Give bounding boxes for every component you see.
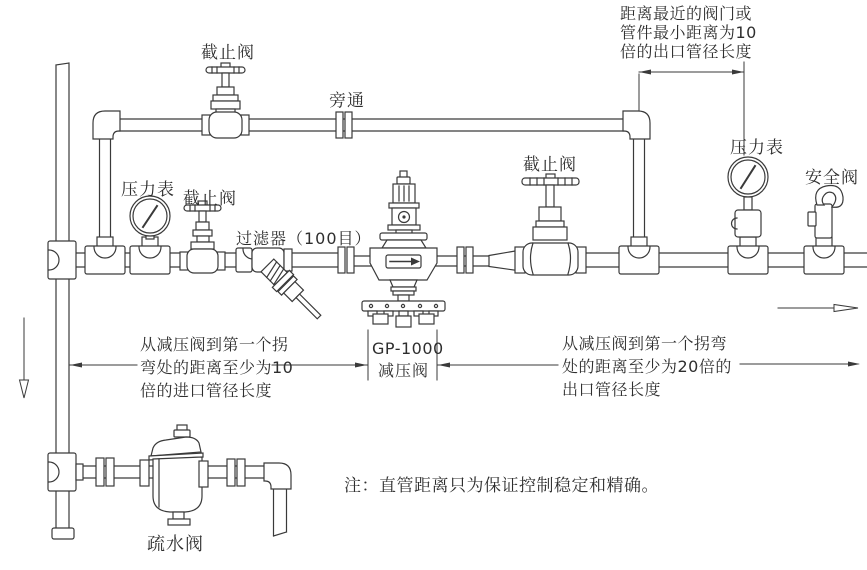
inlet-gauge-label: 压力表 <box>121 180 175 200</box>
annotation-line: 倍的出口管径长度 <box>620 42 753 61</box>
outlet-shutoff-valve <box>515 174 586 275</box>
trap-outlet-union <box>227 459 245 486</box>
safety-valve-tee <box>804 237 844 274</box>
bypass-union <box>336 112 352 138</box>
bypass-right-tee <box>619 237 659 274</box>
inlet-riser-tee <box>48 241 76 279</box>
pressure-reducing-valve <box>362 171 445 327</box>
annotation-bottom-right <box>562 332 732 401</box>
trap-inlet-union <box>96 458 114 486</box>
prv-name-label: 减压阀 <box>378 361 430 380</box>
prv-inlet-union <box>338 247 354 273</box>
note-text: 注：直管距离只为保证控制稳定和精确。 <box>344 476 659 496</box>
inlet-shutoff-valve <box>180 201 225 273</box>
steam-trap <box>140 425 208 525</box>
annotation-line: 处的距离至少为20倍的 <box>562 357 732 376</box>
prv-outlet-union <box>457 247 473 273</box>
inlet-pressure-gauge <box>130 196 170 239</box>
pipe-end-cap <box>52 528 74 539</box>
safety-valve-label: 安全阀 <box>805 168 859 188</box>
outlet-flow-arrow <box>778 305 858 312</box>
strainer <box>236 248 328 326</box>
outlet-gauge-label: 压力表 <box>730 138 784 158</box>
annotation-top-right <box>620 4 757 61</box>
bypass-right-elbow <box>623 111 650 139</box>
annotation-line: 管件最小距离为10 <box>620 23 757 42</box>
inlet-flow-arrow <box>20 318 29 398</box>
strainer-label: 过滤器（100目） <box>236 229 372 248</box>
dimension-top-right <box>639 62 744 155</box>
inlet-shutoff-valve-label: 截止阀 <box>183 189 237 209</box>
outlet-gauge-tee <box>728 237 768 274</box>
prv-model-label: GP-1000 <box>372 339 444 358</box>
annotation-line: 出口管径长度 <box>562 380 662 399</box>
bypass-label: 旁通 <box>329 91 365 111</box>
annotation-line: 从减压阀到第一个拐 <box>140 335 289 354</box>
bypass-left-tee <box>85 237 125 274</box>
annotation-line: 从减压阀到第一个拐弯 <box>562 334 728 353</box>
outlet-shutoff-valve-label: 截止阀 <box>523 155 577 175</box>
bypass-shutoff-valve-label: 截止阀 <box>201 43 255 63</box>
annotation-line: 距离最近的阀门或 <box>620 4 753 23</box>
trap-branch-tee <box>48 453 83 491</box>
annotation-line: 弯处的距离至少为10 <box>140 358 294 377</box>
bypass-left-elbow <box>93 111 120 139</box>
bypass-shutoff-valve <box>202 63 249 138</box>
annotation-line: 倍的进口管径长度 <box>140 381 273 400</box>
trap-label: 疏水阀 <box>147 534 204 555</box>
inlet-gauge-tee <box>130 237 170 274</box>
outlet-pressure-gauge <box>728 157 768 237</box>
safety-valve <box>808 185 843 238</box>
annotation-bottom-left <box>140 333 293 402</box>
trap-outlet-elbow <box>264 463 291 489</box>
